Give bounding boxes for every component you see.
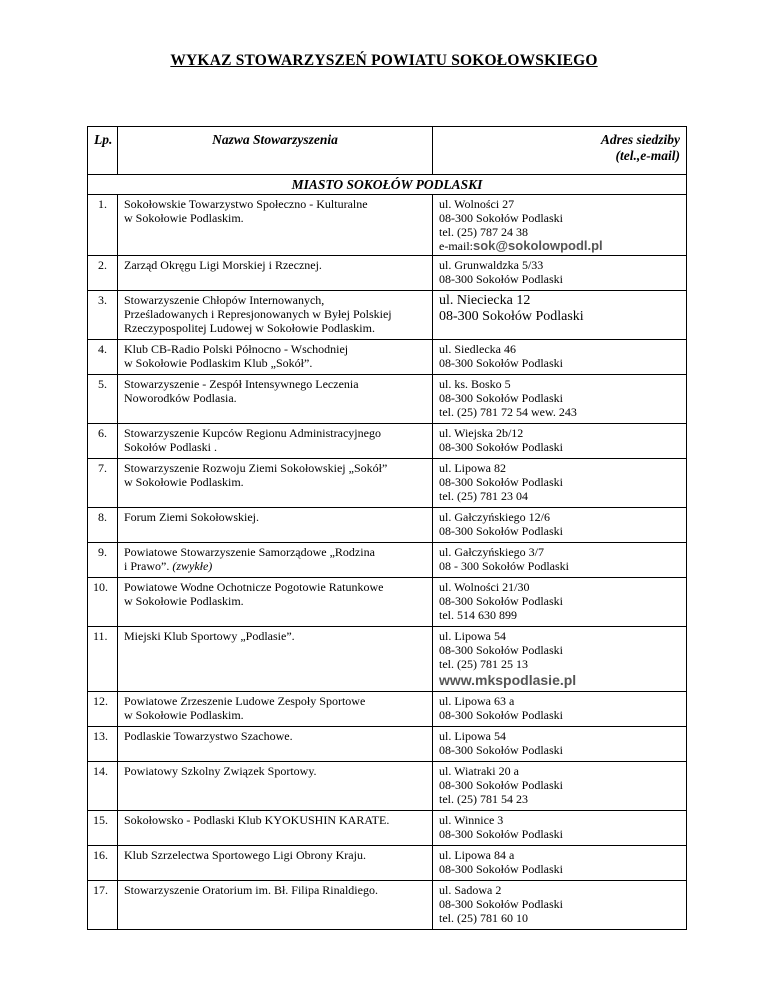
address-line: ul. Siedlecka 46	[439, 342, 516, 356]
name-line: Powiatowe Stowarzyszenie Samorządowe „Rodzina	[124, 545, 375, 559]
name-line: Powiatowe Zrzeszenie Ludowe Zespoły Sportowe	[124, 694, 366, 708]
row-name	[118, 508, 433, 543]
table-row	[88, 811, 687, 846]
address-line: ul. Gałczyńskiego 3/7	[439, 545, 544, 559]
name-line: Zarząd Okręgu Ligi Morskiej i Rzecznej.	[124, 258, 322, 272]
row-number: 4.	[88, 340, 118, 375]
row-name	[118, 881, 433, 930]
row-name	[118, 627, 433, 692]
row-name	[118, 459, 433, 508]
row-address	[433, 692, 687, 727]
row-address	[433, 256, 687, 291]
name-text: i Prawo”.	[124, 559, 170, 573]
name-line: Stowarzyszenie Rozwoju Ziemi Sokołowskiej „Sokół”	[124, 461, 388, 475]
row-number: 12.	[88, 692, 118, 727]
row-address	[433, 881, 687, 930]
address-line: ul. Lipowa 54	[439, 729, 506, 743]
page-title: WYKAZ STOWARZYSZEŃ POWIATU SOKOŁOWSKIEGO	[170, 52, 598, 69]
name-line: Stowarzyszenie Chłopów Internowanych,	[124, 293, 325, 307]
name-line: Klub CB-Radio Polski Północno - Wschodniej	[124, 342, 349, 356]
table-row	[88, 508, 687, 543]
email-prefix: e-mail:	[439, 239, 473, 253]
row-name	[118, 727, 433, 762]
table-row	[88, 340, 687, 375]
table-row	[88, 256, 687, 291]
row-address	[433, 727, 687, 762]
table-row	[88, 543, 687, 578]
row-name	[118, 846, 433, 881]
name-line: w Sokołowie Podlaskim.	[124, 475, 244, 489]
row-address	[433, 291, 687, 340]
table-row	[88, 727, 687, 762]
table-row	[88, 578, 687, 627]
address-line: 08-300 Sokołów Podlaski	[439, 897, 564, 911]
address-line: ul. Gałczyńskiego 12/6	[439, 510, 550, 524]
header-name: Nazwa Stowarzyszenia	[118, 127, 433, 175]
row-address	[433, 424, 687, 459]
address-line: tel. (25) 781 54 23	[439, 792, 528, 806]
row-name	[118, 291, 433, 340]
name-line: Powiatowy Szkolny Związek Sportowy.	[124, 764, 317, 778]
row-address	[433, 543, 687, 578]
row-address	[433, 340, 687, 375]
table-row	[88, 846, 687, 881]
row-number: 14.	[88, 762, 118, 811]
row-address	[433, 375, 687, 424]
header-address-line1: Adres siedziby	[600, 132, 680, 147]
row-name	[118, 256, 433, 291]
table-header-row	[88, 127, 687, 175]
row-number: 11.	[88, 627, 118, 692]
address-line: ul. Sadowa 2	[439, 883, 502, 897]
address-line: ul. Grunwaldzka 5/33	[439, 258, 544, 272]
header-address-line2: (tel.,e-mail)	[615, 148, 680, 163]
name-line: Noworodków Podlasia.	[124, 391, 237, 405]
address-line: 08-300 Sokołów Podlaski	[439, 356, 564, 370]
address-line: tel. (25) 787 24 38	[439, 225, 528, 239]
website-link[interactable]: www.mkspodlasie.pl	[439, 672, 577, 688]
row-address	[433, 578, 687, 627]
row-name	[118, 195, 433, 256]
header-address	[433, 127, 687, 175]
row-number: 17.	[88, 881, 118, 930]
email-link[interactable]: sok@sokolowpodl.pl	[472, 238, 603, 253]
name-line: Prześladowanych i Represjonowanych w Byłej Polskiej	[124, 307, 392, 321]
address-line: 08-300 Sokołów Podlaski	[439, 643, 564, 657]
row-name	[118, 692, 433, 727]
table-row	[88, 424, 687, 459]
table-row	[88, 375, 687, 424]
address-line: ul. Wolności 21/30	[439, 580, 530, 594]
address-line: 08 - 300 Sokołów Podlaski	[439, 559, 570, 573]
address-line: tel. (25) 781 23 04	[439, 489, 528, 503]
row-number: 10.	[88, 578, 118, 627]
row-number: 8.	[88, 508, 118, 543]
table-row	[88, 459, 687, 508]
name-line: Sokołów Podlaski .	[124, 440, 218, 454]
row-address	[433, 195, 687, 256]
row-name	[118, 811, 433, 846]
row-name	[118, 543, 433, 578]
name-line: Sokołowskie Towarzystwo Społeczno - Kulturalne	[124, 197, 368, 211]
section-row	[88, 175, 687, 195]
table-row	[88, 692, 687, 727]
address-line: 08-300 Sokołów Podlaski	[439, 827, 564, 841]
row-address	[433, 811, 687, 846]
row-name	[118, 375, 433, 424]
name-line: Stowarzyszenie - Zespół Intensywnego Leczenia	[124, 377, 359, 391]
address-line: tel. 514 630 899	[439, 608, 517, 622]
address-line: ul. ks. Bosko 5	[439, 377, 511, 391]
row-address	[433, 762, 687, 811]
name-note: (zwykłe)	[172, 559, 213, 573]
address-line: 08-300 Sokołów Podlaski	[439, 778, 564, 792]
name-line: w Sokołowie Podlaskim.	[124, 594, 244, 608]
section-title: MIASTO SOKOŁÓW PODLASKI	[88, 175, 687, 195]
name-line: Stowarzyszenie Kupców Regionu Administracyjnego	[124, 426, 381, 440]
address-line: ul. Lipowa 63 a	[439, 694, 515, 708]
address-line: ul. Wiejska 2b/12	[439, 426, 524, 440]
table-row	[88, 195, 687, 256]
address-line: tel. (25) 781 72 54 wew. 243	[439, 405, 577, 419]
header-number: Lp.	[88, 127, 118, 175]
address-line: 08-300 Sokołów Podlaski	[439, 524, 564, 538]
row-number: 15.	[88, 811, 118, 846]
name-line: Powiatowe Wodne Ochotnicze Pogotowie Ratunkowe	[124, 580, 384, 594]
row-number: 7.	[88, 459, 118, 508]
table-row	[88, 881, 687, 930]
address-line: 08-300 Sokołów Podlaski	[439, 440, 564, 454]
address-line: ul. Lipowa 84 a	[439, 848, 515, 862]
name-line: Sokołowsko - Podlaski Klub KYOKUSHIN KARATE.	[124, 813, 390, 827]
row-name	[118, 424, 433, 459]
row-address	[433, 508, 687, 543]
address-line: 08-300 Sokołów Podlaski	[439, 862, 564, 876]
table-row	[88, 627, 687, 692]
address-line: 08-300 Sokołów Podlaski	[439, 309, 584, 324]
name-line: Podlaskie Towarzystwo Szachowe.	[124, 729, 293, 743]
address-line: ul. Lipowa 82	[439, 461, 506, 475]
row-address	[433, 627, 687, 692]
name-line: Rzeczypospolitej Ludowej w Sokołowie Podlaskim.	[124, 321, 375, 335]
table-row	[88, 291, 687, 340]
name-line: Miejski Klub Sportowy „Podlasie”.	[124, 629, 295, 643]
address-line: 08-300 Sokołów Podlaski	[439, 475, 564, 489]
row-name	[118, 762, 433, 811]
row-number: 2.	[88, 256, 118, 291]
associations-table	[87, 126, 687, 930]
row-number: 3.	[88, 291, 118, 340]
name-line: Klub Szrzelectwa Sportowego Ligi Obrony Kraju.	[124, 848, 366, 862]
table-row	[88, 762, 687, 811]
name-line	[124, 559, 426, 573]
row-address	[433, 459, 687, 508]
address-line: tel. (25) 781 25 13	[439, 657, 528, 671]
row-number: 13.	[88, 727, 118, 762]
row-name	[118, 578, 433, 627]
address-line: 08-300 Sokołów Podlaski	[439, 211, 564, 225]
row-number: 1.	[88, 195, 118, 256]
address-line: tel. (25) 781 60 10	[439, 911, 528, 925]
name-line: w Sokołowie Podlaskim Klub „Sokół”.	[124, 356, 313, 370]
address-line: 08-300 Sokołów Podlaski	[439, 272, 564, 286]
name-line: Stowarzyszenie Oratorium im. Bł. Filipa Rinaldiego.	[124, 883, 378, 897]
address-line: ul. Lipowa 54	[439, 629, 506, 643]
row-number: 5.	[88, 375, 118, 424]
row-address	[433, 846, 687, 881]
row-number: 6.	[88, 424, 118, 459]
address-line: 08-300 Sokołów Podlaski	[439, 594, 564, 608]
address-line: 08-300 Sokołów Podlaski	[439, 743, 564, 757]
address-line: 08-300 Sokołów Podlaski	[439, 391, 564, 405]
name-line: Forum Ziemi Sokołowskiej.	[124, 510, 259, 524]
address-line: ul. Winnice 3	[439, 813, 504, 827]
address-line: ul. Wiatraki 20 a	[439, 764, 519, 778]
name-line: w Sokołowie Podlaskim.	[124, 708, 244, 722]
name-line: w Sokołowie Podlaskim.	[124, 211, 244, 225]
email-line	[439, 239, 680, 253]
row-name	[118, 340, 433, 375]
address-line: ul. Nieciecka 12	[439, 293, 531, 308]
address-line: 08-300 Sokołów Podlaski	[439, 708, 564, 722]
address-line: ul. Wolności 27	[439, 197, 515, 211]
row-number: 16.	[88, 846, 118, 881]
row-number: 9.	[88, 543, 118, 578]
